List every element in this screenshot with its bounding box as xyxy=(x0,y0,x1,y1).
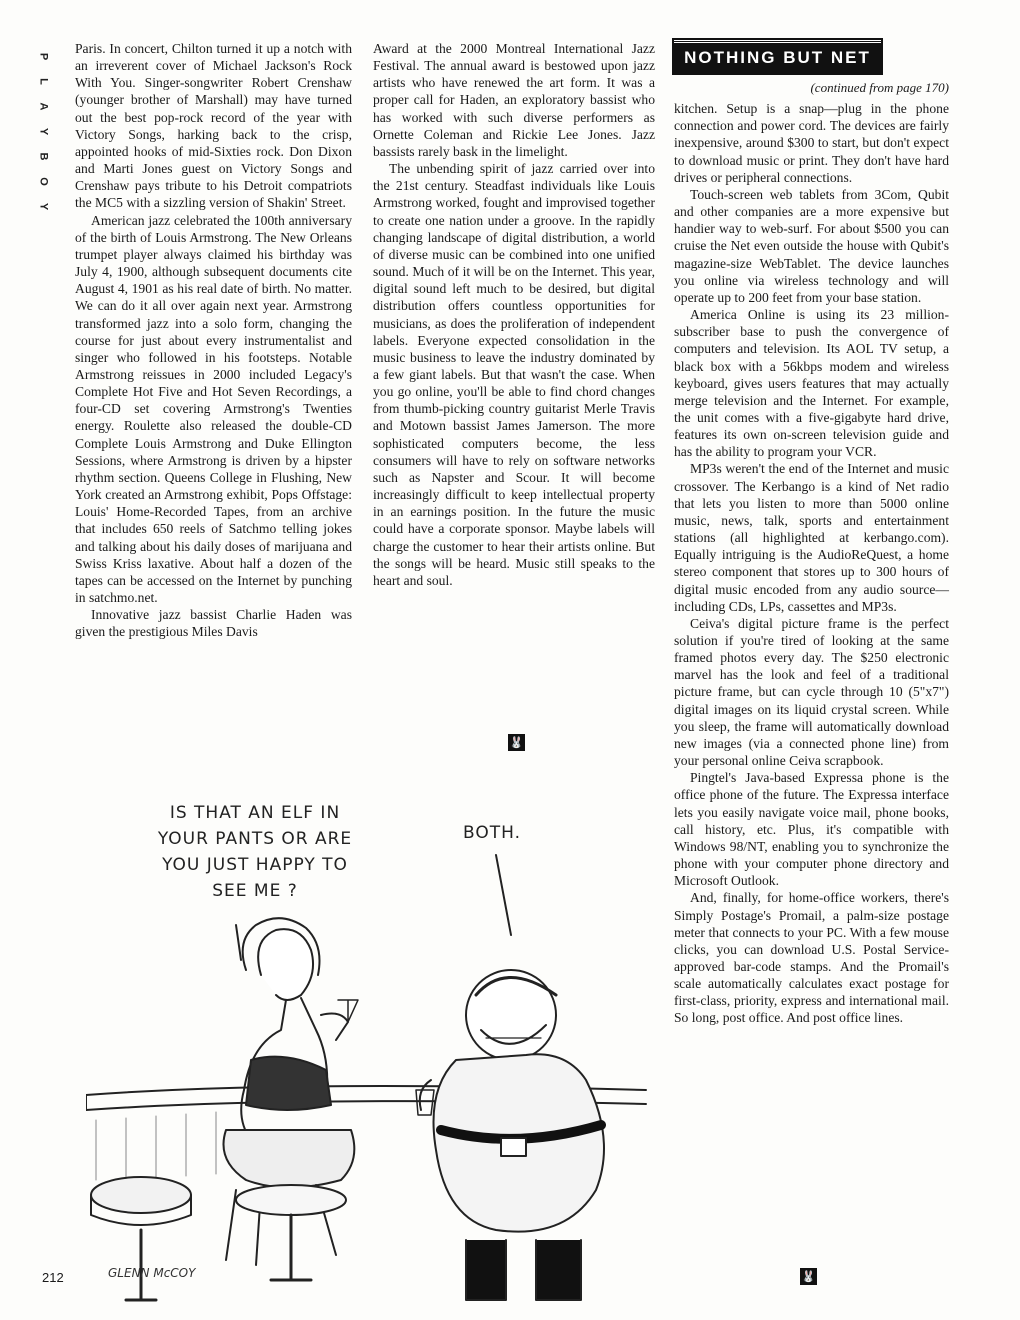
paragraph: Paris. In concert, Chilton turned it up a notch with an irreverent cover of Michael Jackson's Rock With You. Singer-songwriter Robert Crenshaw (younger brother of Marshall) may have turned out the best pop-rock record of the year with Victory Songs, harking back to the crisp, appointed hooks of mid-Sixties rock. Don Dixon and Marti Jones guest on Victory Songs and Crenshaw pays tribute to his Detroit compatriots the MC5 with a sizzling version of Shakin' Street. xyxy=(75,41,352,211)
bunny-logo-icon: 🐰 xyxy=(509,736,524,749)
section-title: NOTHING BUT NET xyxy=(674,40,881,73)
paragraph: Touch-screen web tablets from 3Com, Qubit and other companies are a more expensive but handier way to web-surf. For about $500 you can cruise the Net even outside the house with Qubit's magazine-size WebTablet. The device launches you online via wireless technology and will operate up to 200 feet from your base station. xyxy=(674,186,949,305)
column-3 xyxy=(674,40,949,1027)
column-1 xyxy=(75,40,352,640)
masthead-letter: P xyxy=(37,52,50,61)
masthead-letter: O xyxy=(37,177,50,186)
paragraph: America Online is using its 23 million-subscriber base to push the convergence of computers and television. Its AOL TV setup, a black box with a 56kbps modem and wireless keyboard, gives users features that may actually merge television and the Internet. For example, the unit comes with a five-gigabyte hard drive, features its own on-screen television guide and has the ability to program your VCR. xyxy=(674,307,949,460)
cartoonist-signature: GLENN McCOY xyxy=(108,1266,196,1280)
masthead-letter: Y xyxy=(37,202,50,211)
paragraph: Innovative jazz bassist Charlie Haden was given the prestigious Miles Davis xyxy=(75,607,352,640)
cartoon-caption-santa: BOTH. xyxy=(463,823,522,843)
masthead-sidebar xyxy=(32,44,54,219)
paragraph: American jazz celebrated the 100th anniversary of the birth of Louis Armstrong. The New Orleans trumpet player always claimed his birthday was July 4, 1900, although subsequent documents cite August 4, 1901 as his real date of birth. No matter. We can do it all over again next year. Armstrong transformed jazz into a solo form, changing the course for just about every instrumentalist and singer who followed in his footsteps. Notable Armstrong reissues in 2000 included Legacy's Complete Hot Five and Hot Seven Recordings, a four-CD set covering Armstrong's Twenties energy. Roulette also released the double-CD Complete Louis Armstrong and Duke Ellington Sessions, where Armstrong is driven by a hipster rhythm section. Queens College in Flushing, New York created an Armstrong exhibit, Pops Offstage: Louis' Home-Recorded Tapes, from an archive that includes 650 reels of Satchmo telling jokes and talking about his daily doses of marijuana and Swiss Kriss laxative. About half a dozen of the tapes can be accessed on the Internet by punching in satchmo.net. xyxy=(75,212,352,605)
paragraph: Award at the 2000 Montreal International Jazz Festival. The annual award is bestowed upon jazz artists who have renewed the art form. It was a proper call for Haden, an exploratory bassist who has worked with such diverse performers as Ornette Coleman and Rickie Lee Jones. Jazz bassists rarely bask in the limelight. xyxy=(373,41,655,159)
column-2 xyxy=(373,40,655,589)
masthead-letters xyxy=(32,44,54,219)
page-number: 212 xyxy=(42,1270,64,1285)
masthead-letter: A xyxy=(37,102,50,111)
paragraph: Ceiva's digital picture frame is the perfect solution if you're tired of looking at the same framed photos every day. The $250 electronic marvel has the look and feel of a traditional picture frame, but can cycle through 10 (5"x7") digital images on its liquid crystal screen. While you sleep, the frame will automatically download new images (via a connected phone line) from your personal online Ceiva scrapbook. xyxy=(674,615,949,769)
paragraph: MP3s weren't the end of the Internet and music crossover. The Kerbango is a kind of Net radio that lets you listen to more than 5000 online music, news, talk, sports and entertainment stations (all highlighted at kerbango.com). Equally intriguing is the AudioReQuest, a home stereo component that stores up to 300 hours of digital music encoded from any audio source—including CDs, LPs, cassettes and MP3s. xyxy=(674,461,949,614)
masthead-letter: Y xyxy=(37,127,50,136)
santa-figure xyxy=(416,970,604,1300)
masthead-letter: L xyxy=(37,78,50,85)
masthead-letter: B xyxy=(37,152,50,161)
cartoon-caption-woman: IS THAT AN ELF IN YOUR PANTS OR ARE YOU JUST HAPPY TO SEE ME ? xyxy=(157,803,353,901)
paragraph: And, finally, for home-office workers, there's Simply Postage's Promail, a palm-size postage meter that connects to your PC. With a few mouse clicks, you can download U.S. Postal Service-approved bar-code stamps. And the Promail's scale automatically calculates exact postage for first-class, priority, express and international mail. So long, post office. And post office lines. xyxy=(674,890,949,1026)
paragraph: kitchen. Setup is a snap—plug in the phone connection and power cord. The devices are fairly inexpensive, around $300 to start, but don't expect to download music or print. They don't have hard drives or peripheral connections. xyxy=(674,101,949,185)
paragraph: The unbending spirit of jazz carried over into the 21st century. Steadfast individuals like Louis Armstrong worked, fought and improvised together to create one nation under a groove. In the rapidly changing landscape of digital distribution, a world of diverse music can be combined into one unified sound. Much of it will be on the Internet. This year, digital sound left much to be desired, but digital distribution offers countless opportunities for musicians, as does the proliferation of independent labels. Everyone expected consolidation in the music business to leave the industry dominated by a few giant labels. But that wasn't the case. When you go online, you'll be able to find chord changes from thumb-picking country guitarist Merle Travis and Motown bassist James Jamerson. The more sophisticated computers become, the less consumers will have to rely on software networks such as Napster and Scour. It will become increasingly difficult to keep intellectual property in an earnings position. In the future the music could have a corporate sponsor. Maybe labels will charge the customer to hear their artists online. But the songs will be heard. Music still speaks to the heart and soul. xyxy=(373,161,655,588)
bunny-logo-icon: 🐰 xyxy=(801,1270,816,1283)
paragraph: Pingtel's Java-based Expressa phone is the office phone of the future. The Expressa interface lets you easily navigate voice mail, phone books, call history, etc. Plus, it's compatible with Windows 98/NT, enabling you to synchronize the phone with your computer phone directory and Microsoft Outlook. xyxy=(674,770,949,889)
continued-note: (continued from page 170) xyxy=(810,80,949,95)
